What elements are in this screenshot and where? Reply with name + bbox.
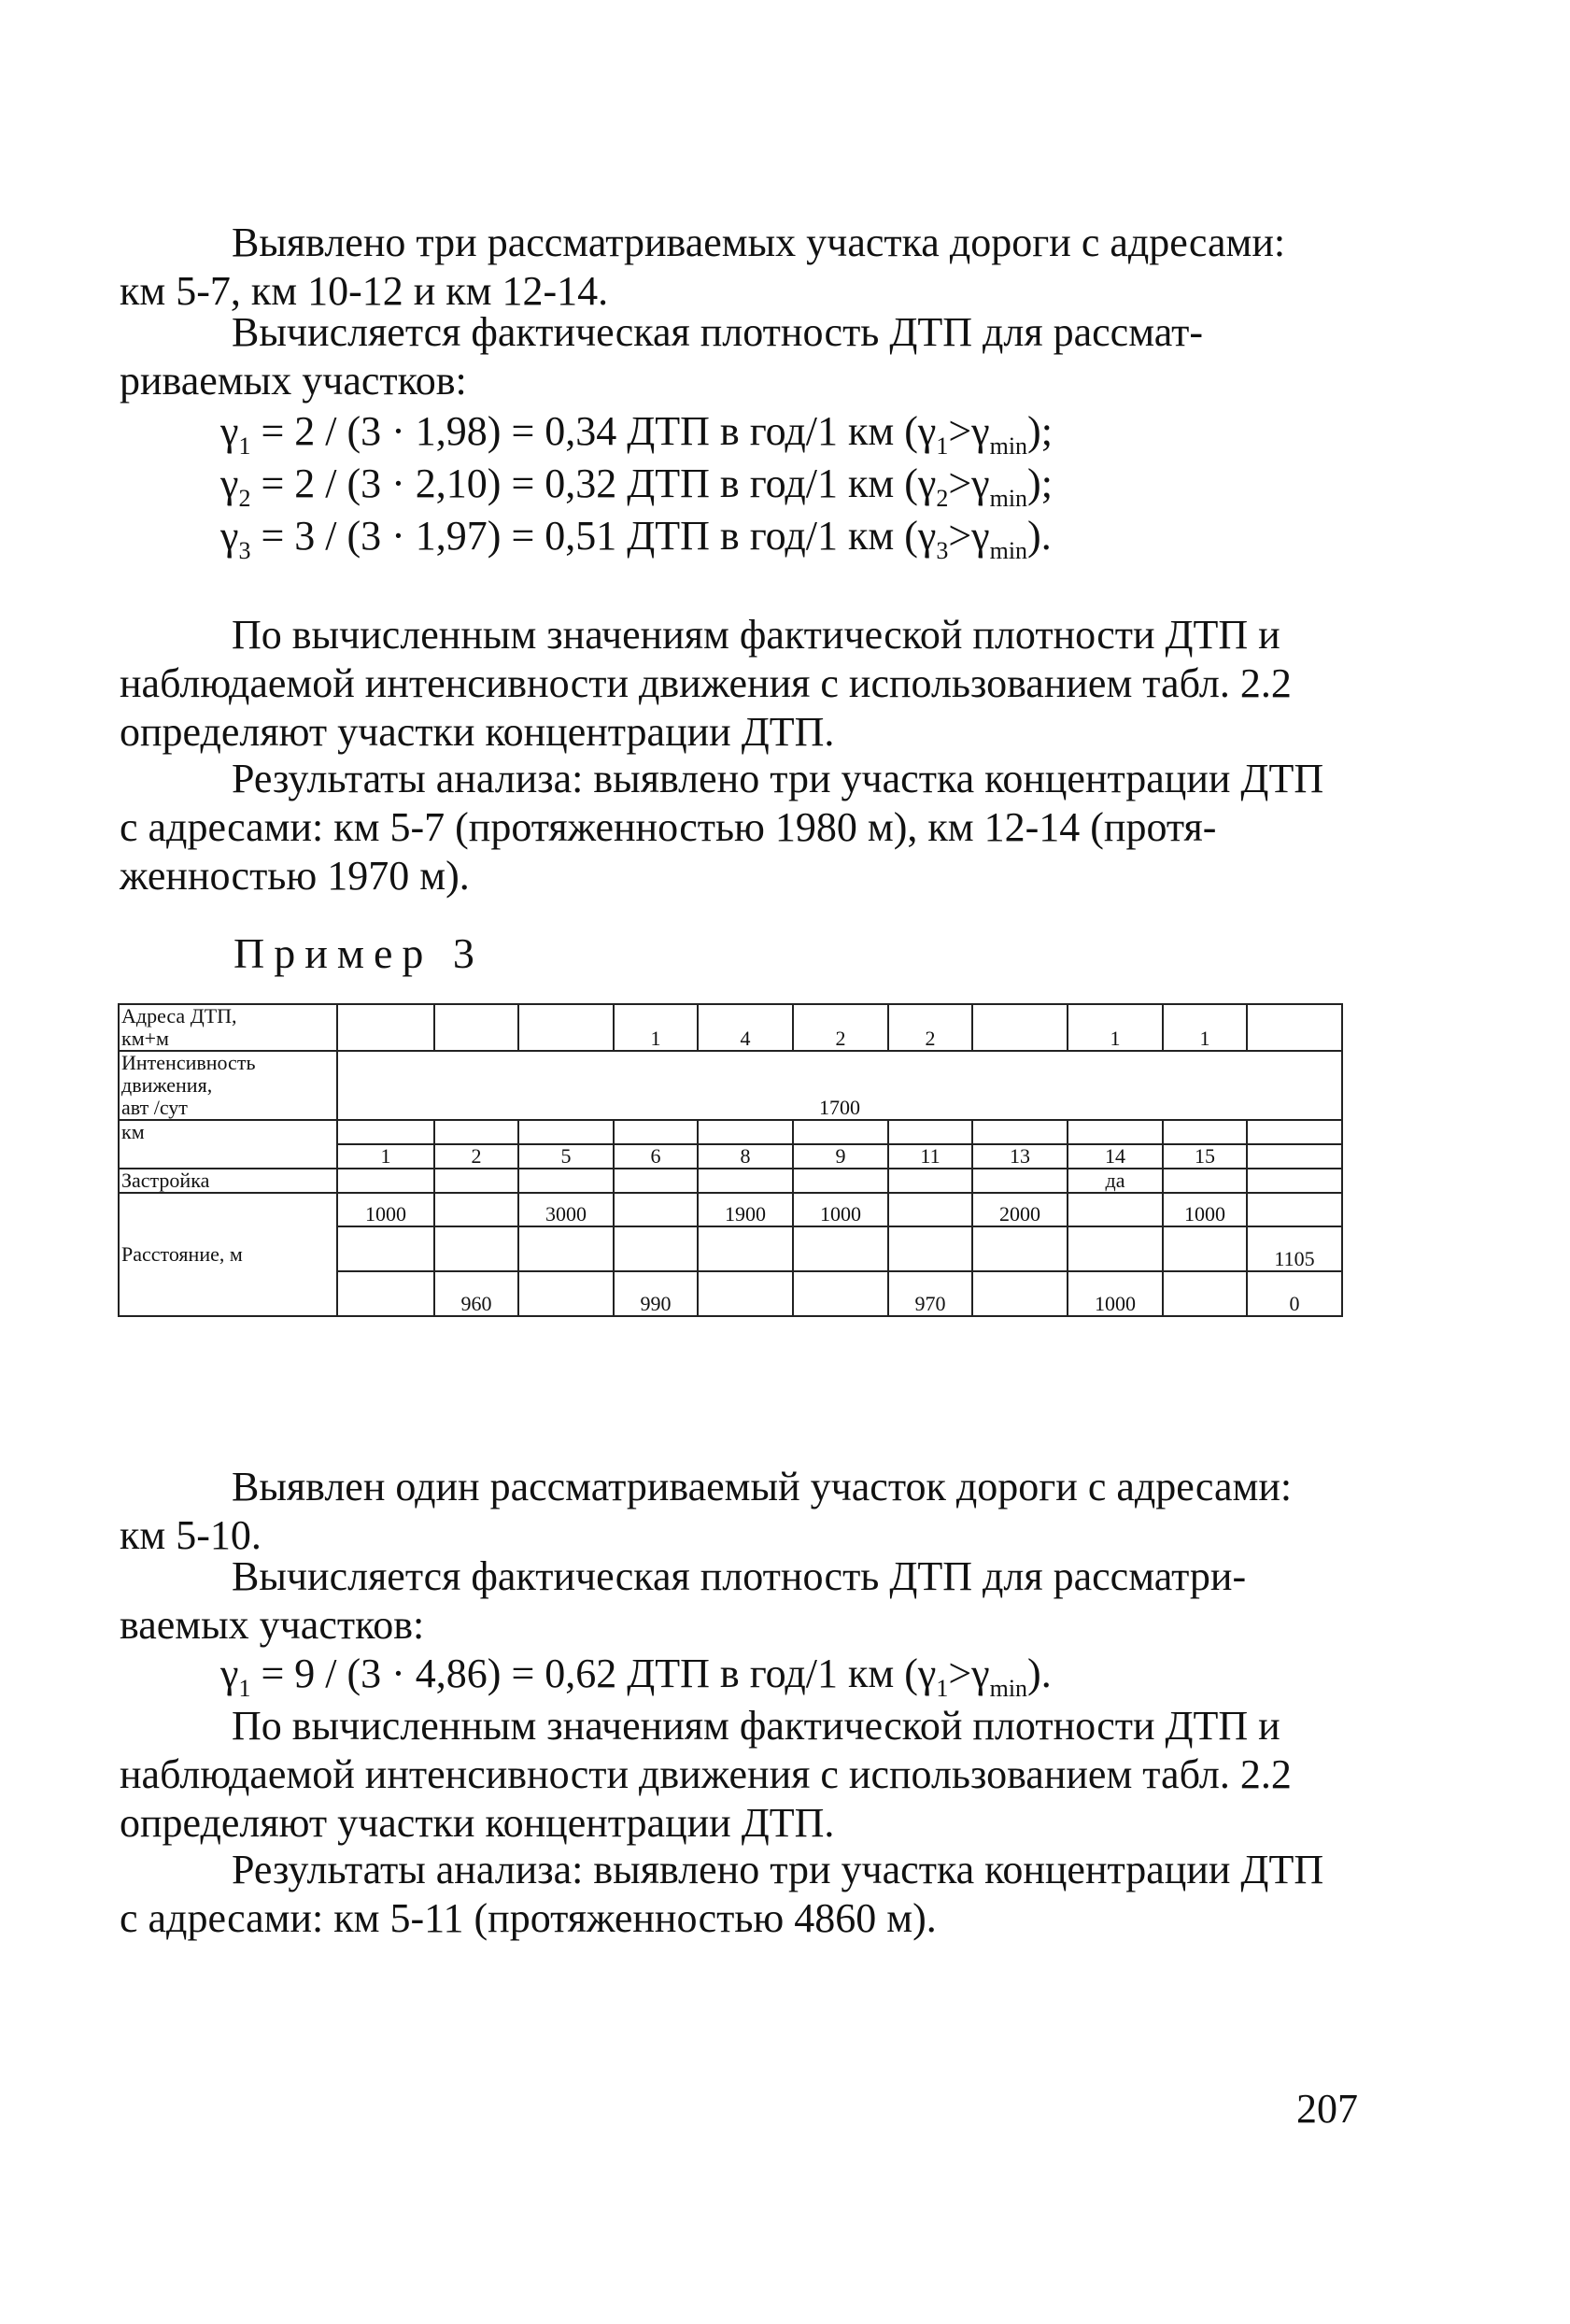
table-cell <box>337 1120 434 1144</box>
paragraph-line: женностью 1970 м). <box>120 853 470 899</box>
table-cell <box>1163 1169 1247 1193</box>
formula-subscript: 1 <box>936 1675 949 1702</box>
formula-subscript: min <box>989 537 1028 564</box>
distance-cell: 1000 <box>1163 1193 1247 1226</box>
formula-subscript: min <box>989 1675 1028 1702</box>
formula-symbol: γ <box>220 513 239 559</box>
formula-text: = 2 / (3 · 1,98) = 0,34 ДТП в год/1 км (γ <box>250 408 937 454</box>
formula-subscript: 1 <box>238 432 251 460</box>
km-cell <box>1247 1144 1342 1169</box>
km-cell: 8 <box>698 1144 793 1169</box>
formula-gamma-single <box>220 1650 1052 1702</box>
paragraph-line: определяют участки концентрации ДТП. <box>120 1800 835 1846</box>
table-cell <box>1068 1120 1163 1144</box>
paragraph-line: с адресами: км 5-11 (протяженностью 4860 м). <box>120 1895 937 1941</box>
km-cell: 2 <box>434 1144 518 1169</box>
km-cell: 6 <box>614 1144 698 1169</box>
accident-table <box>118 1003 1343 1317</box>
cell-text: км+м <box>121 1027 169 1050</box>
formula-subscript: min <box>989 485 1028 512</box>
paragraph-4 <box>120 755 1362 900</box>
formula-text: >γ <box>948 408 990 454</box>
distance-cell <box>793 1226 888 1271</box>
page-number: 207 <box>1296 2086 1358 2132</box>
distance-cell <box>888 1193 972 1226</box>
distance-cell <box>1068 1193 1163 1226</box>
km-cell: 9 <box>793 1144 888 1169</box>
paragraph-line: наблюдаемой интенсивности движения с использованием табл. 2.2 <box>120 1751 1292 1797</box>
formula-text: = 3 / (3 · 1,97) = 0,51 ДТП в год/1 км (γ <box>250 513 937 559</box>
paragraph-7 <box>120 1702 1362 1848</box>
paragraph-line: ваемых участков: <box>120 1602 425 1648</box>
table-cell <box>614 1169 698 1193</box>
table-cell <box>614 1120 698 1144</box>
table-cell: 2 <box>888 1004 972 1051</box>
table-cell: 1 <box>614 1004 698 1051</box>
distance-cell <box>518 1271 614 1316</box>
distance-cell: 990 <box>614 1271 698 1316</box>
distance-cell: 1000 <box>793 1193 888 1226</box>
table-cell <box>434 1169 518 1193</box>
formula-text: ). <box>1027 513 1052 559</box>
paragraph-line: наблюдаемой интенсивности движения с использованием табл. 2.2 <box>120 660 1292 706</box>
paragraph-line: с адресами: км 5-7 (протяженностью 1980 м), км 12-14 (протя- <box>120 804 1217 850</box>
paragraph-5 <box>120 1463 1362 1560</box>
table-cell: 1 <box>1163 1004 1247 1051</box>
cell-text: авт /сут <box>121 1096 188 1119</box>
row-label-distance: Расстояние, м <box>119 1193 337 1316</box>
table-cell <box>518 1004 614 1051</box>
paragraph-line: По вычисленным значениям фактической плотности ДТП и <box>232 612 1280 658</box>
intensity-value-cell: 1700 <box>337 1051 1342 1120</box>
formula-subscript: 1 <box>936 432 949 460</box>
paragraph-line: Выявлено три рассматриваемых участка дороги с адресами: <box>232 220 1286 265</box>
distance-cell: 2000 <box>972 1193 1068 1226</box>
km-cell: 15 <box>1163 1144 1247 1169</box>
table-cell <box>518 1120 614 1144</box>
formula-text: >γ <box>948 513 990 559</box>
formula-subscript: min <box>989 432 1028 460</box>
formula-symbol: γ <box>220 461 239 506</box>
formula-gamma-3 <box>220 512 1052 564</box>
table-row <box>119 1051 1342 1120</box>
table-cell <box>698 1169 793 1193</box>
table-cell <box>888 1120 972 1144</box>
table-cell: да <box>1068 1169 1163 1193</box>
paragraph-line: определяют участки концентрации ДТП. <box>120 709 835 755</box>
table-cell <box>1247 1169 1342 1193</box>
distance-cell <box>1068 1226 1163 1271</box>
distance-cell <box>337 1271 434 1316</box>
table-cell <box>972 1120 1068 1144</box>
distance-cell <box>434 1193 518 1226</box>
distance-cell <box>793 1271 888 1316</box>
row-label-km: км <box>119 1120 337 1169</box>
distance-cell <box>337 1226 434 1271</box>
table-cell <box>337 1169 434 1193</box>
row-label-buildup: Застройка <box>119 1169 337 1193</box>
distance-cell <box>614 1193 698 1226</box>
km-cell: 1 <box>337 1144 434 1169</box>
paragraph-6 <box>120 1552 1362 1650</box>
paragraph-line: км 5-10. <box>120 1512 262 1558</box>
km-cell: 11 <box>888 1144 972 1169</box>
km-cell: 5 <box>518 1144 614 1169</box>
formula-subscript: 3 <box>238 537 251 564</box>
distance-cell <box>1163 1226 1247 1271</box>
table-row <box>119 1193 1342 1226</box>
table-cell <box>1247 1004 1342 1051</box>
formula-subscript: 2 <box>936 485 949 512</box>
cell-text: Адреса ДТП, <box>121 1004 237 1027</box>
paragraph-line: риваемых участков: <box>120 358 467 404</box>
formula-gamma-1 <box>220 407 1053 460</box>
cell-text: Интенсивность <box>121 1051 256 1074</box>
formula-text: ); <box>1027 408 1053 454</box>
distance-cell: 0 <box>1247 1271 1342 1316</box>
table-cell <box>1163 1120 1247 1144</box>
table-cell <box>972 1004 1068 1051</box>
paragraph-line: Выявлен один рассматриваемый участок дороги с адресами: <box>232 1464 1293 1509</box>
table-cell <box>793 1169 888 1193</box>
distance-cell: 1000 <box>1068 1271 1163 1316</box>
formula-text: >γ <box>948 461 990 506</box>
cell-text: движения, <box>121 1073 213 1097</box>
distance-cell: 1105 <box>1247 1226 1342 1271</box>
distance-cell: 970 <box>888 1271 972 1316</box>
paragraph-line: Вычисляется фактическая плотность ДТП для рассмат- <box>232 309 1204 355</box>
table-cell: 4 <box>698 1004 793 1051</box>
formula-text: >γ <box>948 1651 990 1696</box>
distance-cell <box>698 1271 793 1316</box>
formula-symbol: γ <box>220 1651 239 1696</box>
distance-cell <box>434 1226 518 1271</box>
paragraph-line: По вычисленным значениям фактической плотности ДТП и <box>232 1703 1280 1749</box>
formula-text: ). <box>1027 1651 1052 1696</box>
distance-cell <box>518 1226 614 1271</box>
paragraph-1 <box>120 219 1362 316</box>
distance-cell <box>972 1271 1068 1316</box>
formula-symbol: γ <box>220 408 239 454</box>
table-cell: 1 <box>1068 1004 1163 1051</box>
paragraph-3 <box>120 611 1362 757</box>
distance-cell: 1900 <box>698 1193 793 1226</box>
paragraph-line: Результаты анализа: выявлено три участка концентрации ДТП <box>232 756 1324 801</box>
distance-cell: 960 <box>434 1271 518 1316</box>
formula-subscript: 3 <box>936 537 949 564</box>
distance-cell <box>614 1226 698 1271</box>
table-row <box>119 1120 1342 1144</box>
row-label-intensity <box>119 1051 337 1120</box>
distance-cell <box>972 1226 1068 1271</box>
paragraph-8 <box>120 1846 1362 1943</box>
table-cell <box>518 1169 614 1193</box>
km-cell: 14 <box>1068 1144 1163 1169</box>
distance-cell <box>888 1226 972 1271</box>
table-cell <box>793 1120 888 1144</box>
table-row <box>119 1004 1342 1051</box>
paragraph-line: Результаты анализа: выявлено три участка концентрации ДТП <box>232 1847 1324 1892</box>
table-cell <box>888 1169 972 1193</box>
km-cell: 13 <box>972 1144 1068 1169</box>
table-cell <box>972 1169 1068 1193</box>
row-label-address <box>119 1004 337 1051</box>
paragraph-line: Вычисляется фактическая плотность ДТП для рассматри- <box>232 1553 1247 1599</box>
table-cell: 2 <box>793 1004 888 1051</box>
formula-text: = 2 / (3 · 2,10) = 0,32 ДТП в год/1 км (γ <box>250 461 937 506</box>
formula-gamma-2 <box>220 460 1053 512</box>
distance-cell <box>1247 1193 1342 1226</box>
formula-text: ); <box>1027 461 1053 506</box>
table-cell <box>434 1120 518 1144</box>
formula-text: = 9 / (3 · 4,86) = 0,62 ДТП в год/1 км (γ <box>250 1651 937 1696</box>
table-cell <box>698 1120 793 1144</box>
table-cell <box>337 1004 434 1051</box>
paragraph-2 <box>120 308 1362 405</box>
example-title: Пример 3 <box>233 929 484 977</box>
distance-cell: 3000 <box>518 1193 614 1226</box>
distance-cell <box>1163 1271 1247 1316</box>
table-row <box>119 1169 1342 1193</box>
table-cell <box>434 1004 518 1051</box>
formula-subscript: 2 <box>238 485 251 512</box>
formula-subscript: 1 <box>238 1675 251 1702</box>
distance-cell <box>698 1226 793 1271</box>
distance-cell: 1000 <box>337 1193 434 1226</box>
paragraph-line: км 5-7, км 10-12 и км 12-14. <box>120 268 609 314</box>
table-cell <box>1247 1120 1342 1144</box>
